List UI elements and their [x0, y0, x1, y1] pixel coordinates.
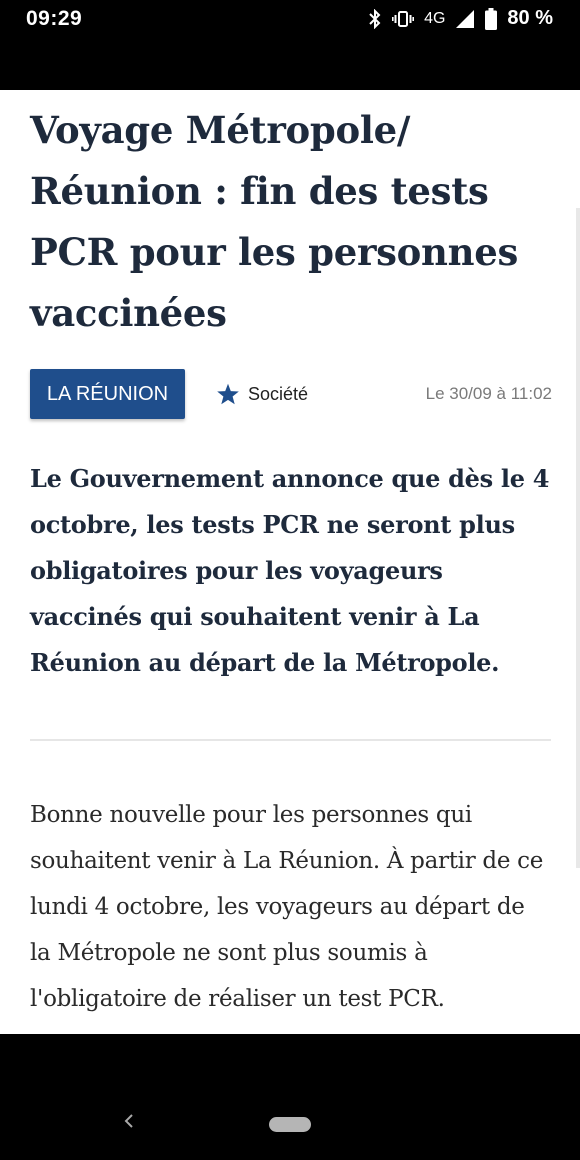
status-icons: [368, 7, 553, 30]
article-body: Bonne nouvelle pour les personnes qui souhaitent venir à La Réunion. À partir de ce lundi 4 octobre, les voyageurs au départ de la Métropole ne sont plus soumis à l'obligatoire de réaliser un test PCR.: [30, 802, 544, 1012]
back-icon[interactable]: [116, 1108, 142, 1134]
article-view[interactable]: [0, 90, 580, 1034]
article-lede: Le Gouvernement annonce que dès le 4 octobre, les tests PCR ne seront plus obligatoires pour les voyageurs vaccinés qui souhaitent venir à La Réunion au départ de la Métropole.: [30, 464, 550, 677]
status-time: 09:29: [26, 7, 83, 30]
star-icon: [216, 383, 240, 406]
battery-percent: 80 %: [507, 7, 553, 29]
publish-date: Le 30/09 à 11:02: [425, 384, 552, 403]
status-bar: [0, 0, 580, 90]
article-title: Voyage Métropole/ Réunion : fin des tests PCR pour les personnes vaccinées: [30, 108, 519, 335]
category-label: Société: [248, 383, 309, 404]
signal-icon: [455, 9, 475, 29]
divider: [30, 739, 551, 741]
home-pill-icon[interactable]: [269, 1117, 311, 1132]
region-tag-button[interactable]: LA RÉUNION: [30, 369, 185, 419]
battery-icon: [485, 8, 497, 30]
bluetooth-icon: [368, 9, 382, 29]
vibrate-icon: [392, 10, 414, 28]
network-type: 4G: [424, 9, 446, 27]
navigation-bar: [0, 1034, 580, 1160]
category-link[interactable]: [216, 369, 308, 419]
article-meta: [30, 369, 552, 419]
scrollbar[interactable]: [576, 208, 580, 868]
